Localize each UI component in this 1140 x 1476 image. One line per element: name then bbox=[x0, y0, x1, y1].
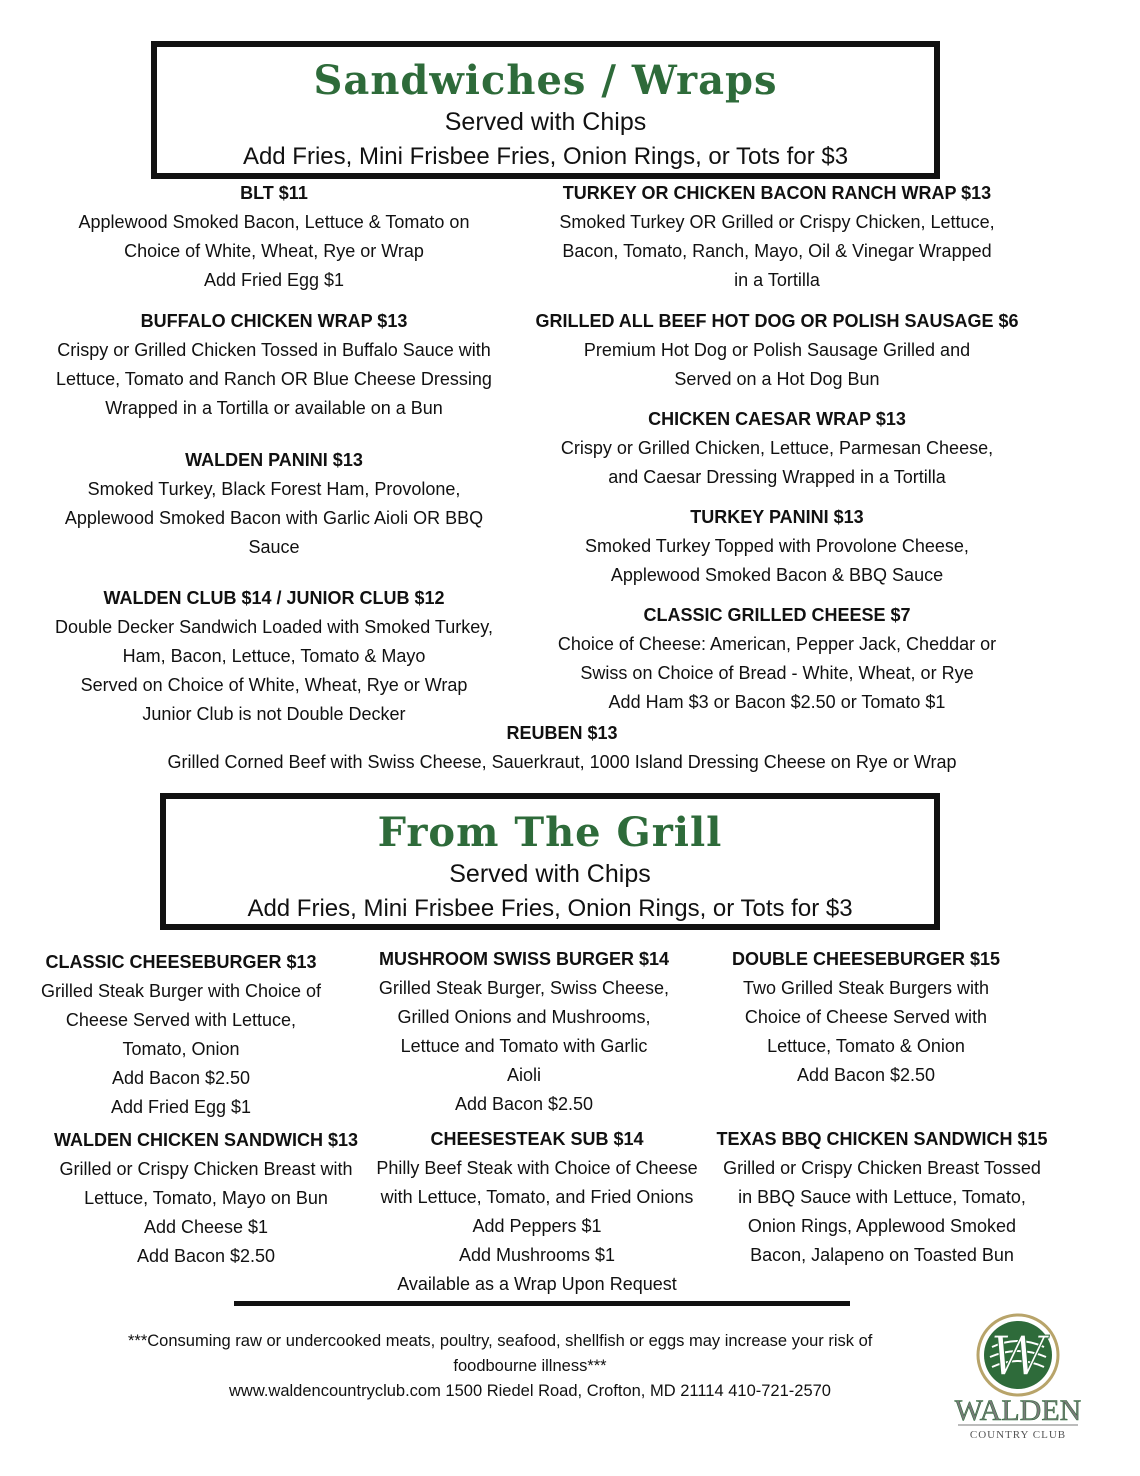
item-desc: Aioli bbox=[506, 1065, 541, 1085]
item-desc: Add Ham $3 or Bacon $2.50 or Tomato $1 bbox=[608, 692, 946, 712]
item-desc: and Caesar Dressing Wrapped in a Tortilla bbox=[608, 467, 946, 487]
item-name: CHICKEN CAESAR WRAP $13 bbox=[648, 409, 906, 429]
item-desc: Grilled Steak Burger, Swiss Cheese, bbox=[378, 978, 670, 998]
item-desc: Add Bacon $2.50 bbox=[111, 1068, 251, 1088]
item-desc: Sauce bbox=[248, 537, 300, 557]
item-name: TURKEY OR CHICKEN BACON RANCH WRAP $13 bbox=[562, 183, 992, 203]
item-desc: Available as a Wrap Upon Request bbox=[397, 1274, 677, 1294]
item-desc: Add Peppers $1 bbox=[472, 1216, 602, 1236]
item-desc: Wrapped in a Tortilla or available on a Bun bbox=[105, 398, 443, 418]
item-name: GRILLED ALL BEEF HOT DOG OR POLISH SAUSAGE $6 bbox=[535, 311, 1019, 331]
item-desc: Smoked Turkey OR Grilled or Crispy Chicken, Lettuce, bbox=[559, 212, 995, 232]
item-desc: Add Fried Egg $1 bbox=[203, 270, 345, 290]
item-desc: Add Fried Egg $1 bbox=[110, 1097, 252, 1117]
menu-item-walden-panini bbox=[24, 446, 524, 562]
item-name: TEXAS BBQ CHICKEN SANDWICH $15 bbox=[716, 1129, 1048, 1149]
item-desc: Junior Club is not Double Decker bbox=[142, 704, 406, 724]
item-desc: Grilled or Crispy Chicken Breast with bbox=[59, 1159, 353, 1179]
item-desc: Served on a Hot Dog Bun bbox=[674, 369, 880, 389]
item-name: WALDEN CLUB $14 / JUNIOR CLUB $12 bbox=[103, 588, 445, 608]
menu-item-reuben bbox=[62, 719, 1062, 777]
item-desc: Smoked Turkey, Black Forest Ham, Provolone, bbox=[87, 479, 461, 499]
item-name: WALDEN CHICKEN SANDWICH $13 bbox=[53, 1130, 359, 1150]
raw-food-warning: ***Consuming raw or undercooked meats, poultry, seafood, shellfish or eggs may increase your risk of bbox=[128, 1332, 873, 1350]
item-desc: Applewood Smoked Bacon & BBQ Sauce bbox=[610, 565, 944, 585]
sandwiches-banner bbox=[151, 41, 940, 179]
menu-item-turkey-panini bbox=[527, 503, 1027, 590]
item-desc: in a Tortilla bbox=[734, 270, 820, 290]
section-served: Served with Chips bbox=[449, 860, 651, 888]
section-addon: Add Fries, Mini Frisbee Fries, Onion Rings, or Tots for $3 bbox=[242, 143, 849, 170]
item-desc: Grilled Corned Beef with Swiss Cheese, Sauerkraut, 1000 Island Dressing Cheese on Rye or Wrap bbox=[167, 752, 957, 772]
item-name: REUBEN $13 bbox=[506, 723, 618, 743]
item-desc: Double Decker Sandwich Loaded with Smoked Turkey, bbox=[55, 617, 493, 637]
section-title: Sandwiches / Wraps bbox=[313, 57, 778, 104]
item-desc: Add Bacon $2.50 bbox=[136, 1246, 276, 1266]
item-desc: Crispy or Grilled Chicken, Lettuce, Parmesan Cheese, bbox=[560, 438, 994, 458]
section-addon: Add Fries, Mini Frisbee Fries, Onion Rings, or Tots for $3 bbox=[247, 895, 853, 922]
menu-item-texas-bbq-chicken bbox=[707, 1125, 1057, 1270]
menu-item-blt bbox=[24, 179, 524, 295]
grill-banner bbox=[160, 793, 940, 930]
item-desc: Choice of Cheese: American, Pepper Jack, Cheddar or bbox=[557, 634, 997, 654]
item-name: CHEESESTEAK SUB $14 bbox=[430, 1129, 644, 1149]
item-desc: Premium Hot Dog or Polish Sausage Grilled and bbox=[583, 340, 971, 360]
menu-item-chicken-caesar-wrap bbox=[527, 405, 1027, 492]
contact-info: www.waldencountryclub.com 1500 Riedel Road, Crofton, MD 21114 410-721-2570 bbox=[229, 1382, 831, 1400]
item-desc: Add Mushrooms $1 bbox=[458, 1245, 616, 1265]
item-name: BLT $11 bbox=[240, 183, 308, 203]
item-name: CLASSIC GRILLED CHEESE $7 bbox=[643, 605, 911, 625]
item-desc: Swiss on Choice of Bread - White, Wheat, or Rye bbox=[580, 663, 974, 683]
item-desc: Bacon, Tomato, Ranch, Mayo, Oil & Vinegar Wrapped bbox=[562, 241, 992, 261]
item-desc: Smoked Turkey Topped with Provolone Cheese, bbox=[585, 536, 969, 556]
menu-item-double-cheeseburger bbox=[701, 945, 1031, 1090]
item-desc: with Lettuce, Tomato, and Fried Onions bbox=[380, 1187, 694, 1207]
menu-item-classic-cheeseburger bbox=[16, 948, 346, 1122]
menu-item-mushroom-swiss-burger bbox=[359, 945, 689, 1119]
item-desc: Lettuce, Tomato & Onion bbox=[767, 1036, 965, 1056]
item-desc: Lettuce and Tomato with Garlic bbox=[400, 1036, 648, 1056]
section-title: From The Grill bbox=[377, 809, 723, 856]
walden-monogram-icon bbox=[940, 1307, 1100, 1447]
item-desc: Onion Rings, Applewood Smoked bbox=[747, 1216, 1017, 1236]
item-desc: in BBQ Sauce with Lettuce, Tomato, bbox=[738, 1187, 1026, 1207]
logo-monogram: W bbox=[990, 1325, 1046, 1388]
menu-item-buffalo-wrap bbox=[24, 307, 524, 423]
item-desc: Add Bacon $2.50 bbox=[796, 1065, 936, 1085]
item-desc: Grilled Onions and Mushrooms, bbox=[397, 1007, 651, 1027]
item-desc: Choice of White, Wheat, Rye or Wrap bbox=[124, 241, 424, 261]
footer-divider bbox=[234, 1301, 850, 1306]
menu-item-walden-chicken-sandwich bbox=[36, 1126, 376, 1271]
item-desc: Lettuce, Tomato and Ranch OR Blue Cheese Dressing bbox=[56, 369, 492, 389]
item-desc: Crispy or Grilled Chicken Tossed in Buffalo Sauce with bbox=[57, 340, 491, 360]
item-desc: Grilled or Crispy Chicken Breast Tossed bbox=[723, 1158, 1041, 1178]
item-name: BUFFALO CHICKEN WRAP $13 bbox=[140, 311, 408, 331]
item-desc: Tomato, Onion bbox=[122, 1039, 240, 1059]
logo-name: WALDEN bbox=[954, 1394, 1082, 1427]
walden-logo bbox=[940, 1307, 1100, 1447]
section-served: Served with Chips bbox=[444, 108, 647, 136]
item-desc: Applewood Smoked Bacon, Lettuce & Tomato on bbox=[78, 212, 470, 232]
menu-item-turkey-chicken-wrap bbox=[527, 179, 1027, 295]
item-desc: Served on Choice of White, Wheat, Rye or Wrap bbox=[80, 675, 468, 695]
item-desc: Add Cheese $1 bbox=[143, 1217, 269, 1237]
logo-tagline: COUNTRY CLUB bbox=[969, 1429, 1067, 1441]
item-desc: Philly Beef Steak with Choice of Cheese bbox=[376, 1158, 698, 1178]
item-name: DOUBLE CHEESEBURGER $15 bbox=[731, 949, 1001, 969]
menu-item-grilled-cheese bbox=[527, 601, 1027, 717]
raw-food-warning-cont: foodbourne illness*** bbox=[453, 1357, 607, 1375]
item-desc: Lettuce, Tomato, Mayo on Bun bbox=[84, 1188, 328, 1208]
item-desc: Add Bacon $2.50 bbox=[454, 1094, 594, 1114]
item-desc: Ham, Bacon, Lettuce, Tomato & Mayo bbox=[122, 646, 426, 666]
menu-item-cheesesteak-sub bbox=[362, 1125, 712, 1299]
item-desc: Bacon, Jalapeno on Toasted Bun bbox=[750, 1245, 1014, 1265]
item-name: WALDEN PANINI $13 bbox=[185, 450, 363, 470]
item-desc: Cheese Served with Lettuce, bbox=[65, 1010, 297, 1030]
menu-item-walden-club bbox=[24, 584, 524, 729]
item-desc: Grilled Steak Burger with Choice of bbox=[40, 981, 322, 1001]
footer bbox=[120, 1329, 940, 1404]
item-name: CLASSIC CHEESEBURGER $13 bbox=[45, 952, 317, 972]
menu-item-hot-dog bbox=[527, 307, 1027, 394]
item-name: MUSHROOM SWISS BURGER $14 bbox=[378, 949, 670, 969]
item-desc: Applewood Smoked Bacon with Garlic Aioli OR BBQ bbox=[64, 508, 484, 528]
item-name: TURKEY PANINI $13 bbox=[690, 507, 864, 527]
item-desc: Choice of Cheese Served with bbox=[744, 1007, 988, 1027]
item-desc: Two Grilled Steak Burgers with bbox=[742, 978, 990, 998]
